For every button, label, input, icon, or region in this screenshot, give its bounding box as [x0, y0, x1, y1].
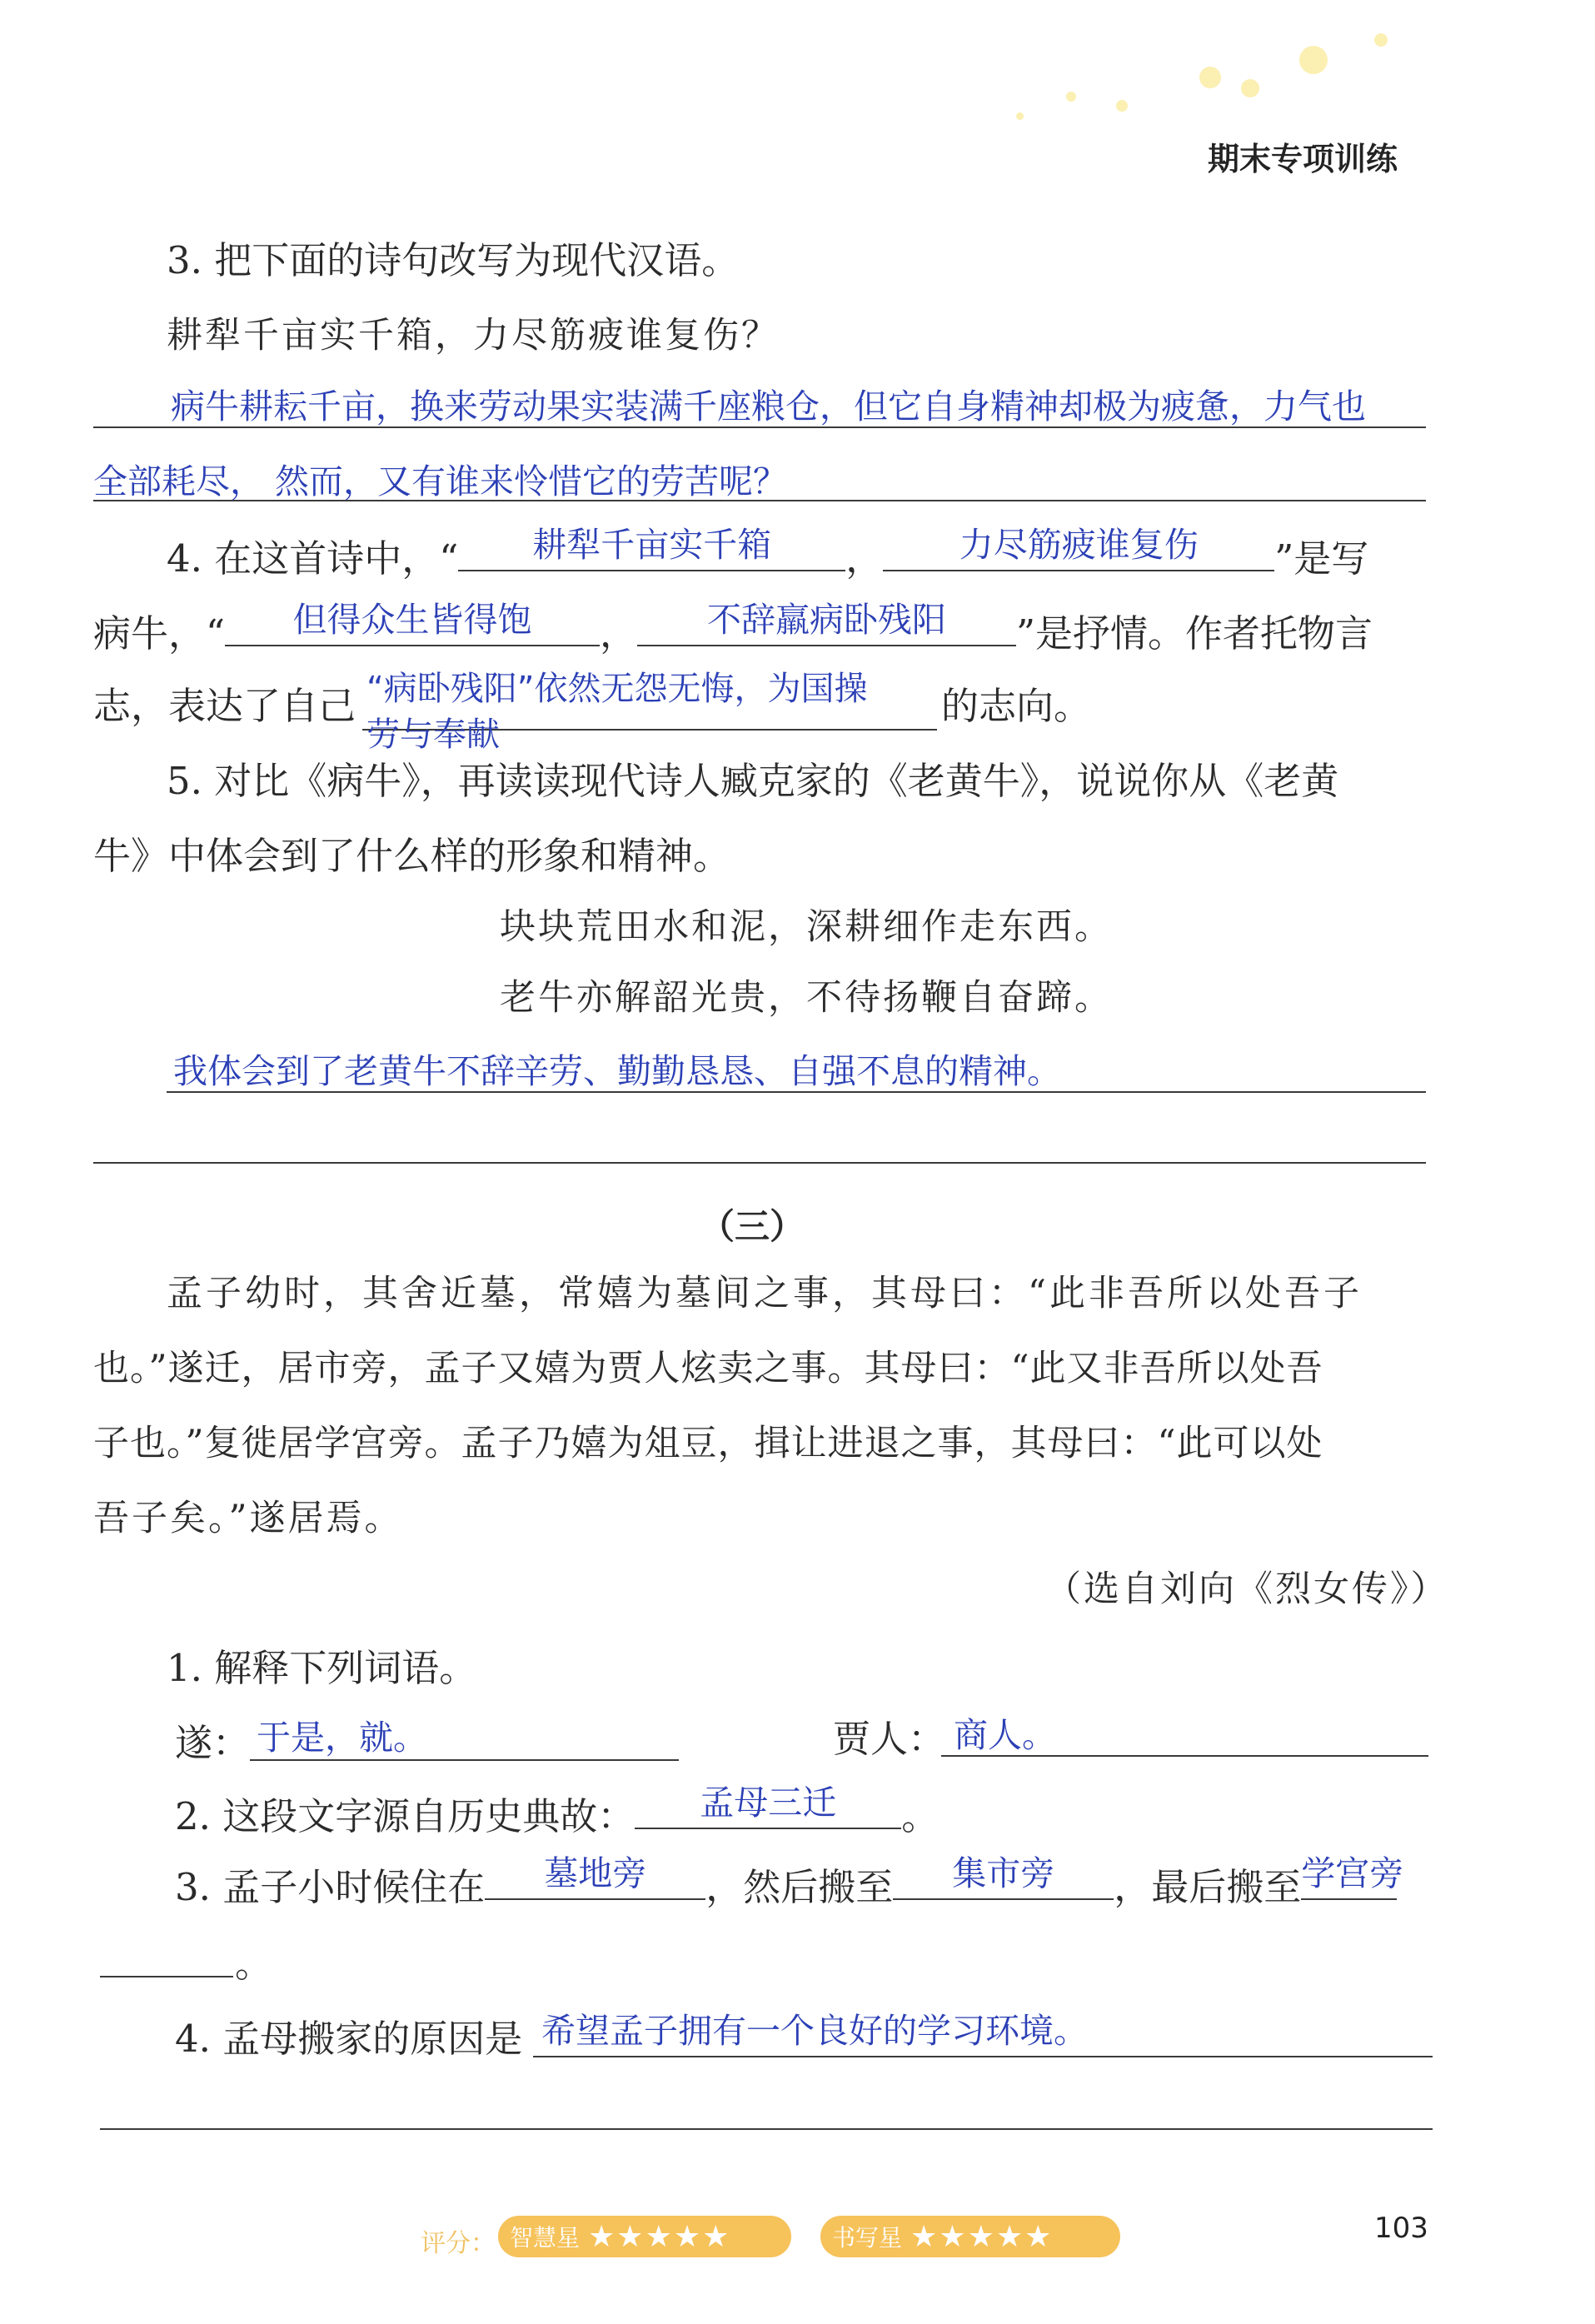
s3q1-answer-2: 商人。 [954, 1715, 1056, 1755]
q4-comma: ， [600, 611, 638, 656]
s3q3-line [175, 1853, 1404, 1911]
q4-line3-suffix: 的志向。 [941, 684, 1092, 728]
q5-prompt-line2: 牛》中体会到了什么样的形象和精神。 [93, 834, 731, 878]
s3q3-answer-3: 学宫旁 [1301, 1853, 1404, 1893]
answer-line [100, 2128, 1433, 2130]
s3q3-text: ，然后搬至 [705, 1865, 894, 1909]
q4-answer-5-line2: 劳与奉献 [366, 716, 500, 754]
s3q3-blank-3-continued[interactable] [100, 1933, 233, 1977]
s3q3-end: 。 [235, 1942, 273, 1986]
q5-poem-line1: 块块荒田水和泥，深耕细作走东西。 [500, 906, 1113, 948]
s3q1-term1: 遂： [175, 1721, 251, 1765]
wisdom-star-icons: ★★★★★ [588, 2219, 731, 2254]
q4-line2 [93, 600, 1373, 657]
s3q2-answer: 孟母三迁 [700, 1783, 837, 1823]
q4-answer-2: 力尽筋疲谁复伤 [959, 525, 1199, 565]
passage-line3: 子也。”复徙居学宫旁。孟子乃嬉为俎豆，揖让进退之事，其母曰：“此可以处 [93, 1423, 1323, 1464]
section-heading: （三） [700, 1206, 805, 1247]
answer-line [93, 1162, 1426, 1164]
s3q3-text: ，最后搬至 [1114, 1865, 1302, 1909]
s3q3-text: 3. 孟子小时候住在 [175, 1865, 486, 1909]
writing-star-label: 书写星 [832, 2224, 903, 2252]
s3q3-answer-1: 墓地旁 [544, 1853, 647, 1893]
s3q4-prompt: 4. 孟母搬家的原因是 [175, 2017, 523, 2061]
answer-line [167, 1091, 1426, 1093]
q4-answer-5-line1: “病卧残阳”依然无怨无悔，为国操 [366, 670, 868, 708]
s3q1-term2: 贾人： [833, 1717, 946, 1761]
q5-prompt-line1: 5. 对比《病牛》，再读读现代诗人臧克家的《老黄牛》，说说你从《老黄 [167, 759, 1339, 803]
s3q2-line [175, 1783, 940, 1840]
q4-blank-4[interactable] [637, 600, 1016, 646]
q5-poem-line2: 老牛亦解韶光贵，不待扬鞭自奋蹄。 [500, 977, 1113, 1019]
q4-blank-2[interactable] [883, 525, 1274, 571]
section-title: 期末专项训练 [1208, 141, 1398, 177]
q3-poem-line: 耕犁千亩实千箱，力尽筋疲谁复伤？ [167, 315, 780, 357]
q4-blank-3[interactable] [225, 600, 600, 646]
s3q1-prompt: 1. 解释下列词语。 [167, 1646, 477, 1690]
q5-answer: 我体会到了老黄牛不辞辛劳、勤勤恳恳、自强不息的精神。 [173, 1051, 1061, 1091]
wisdom-star-badge [498, 2216, 791, 2257]
s3q2-prompt: 2. 这段文字源自历史典故： [175, 1794, 636, 1838]
q4-text: 4. 在这首诗中，“ [167, 536, 459, 581]
s3q3-blank-2[interactable] [893, 1853, 1114, 1900]
passage-source: （选自刘向《烈女传》） [1045, 1568, 1449, 1610]
s3q2-end: 。 [901, 1794, 940, 1838]
q3-answer-line2: 全部耗尽， 然而，又有谁来怜惜它的劳苦呢？ [93, 461, 788, 501]
s3q2-blank[interactable] [635, 1783, 901, 1829]
q4-answer-4: 不辞羸病卧残阳 [707, 600, 947, 640]
q4-line3-prefix: 志，表达了自己 [93, 684, 356, 728]
q4-comma: ， [845, 536, 884, 581]
q4-blank-1[interactable] [458, 525, 845, 571]
s3q3-answer-2: 集市旁 [952, 1853, 1055, 1893]
writing-star-icons: ★★★★★ [910, 2219, 1054, 2254]
q3-answer-line1: 病牛耕耘千亩，换来劳动果实装满千座粮仓，但它自身精神却极为疲惫，力气也 [171, 387, 1366, 426]
s3q4-answer: 希望孟子拥有一个良好的学习环境。 [541, 2011, 1088, 2051]
q4-line1 [167, 525, 1369, 582]
passage-line1: 孟子幼时，其舍近墓，常嬉为墓间之事，其母曰：“此非吾所以处吾子 [167, 1273, 1363, 1314]
s3q3-blank-3[interactable] [1301, 1853, 1404, 1900]
passage-line2: 也。”遂迁，居市旁，孟子又嬉为贾人炫卖之事。其母曰：“此又非吾所以处吾 [93, 1348, 1323, 1389]
q4-answer-1: 耕犁千亩实千箱 [532, 525, 772, 565]
q3-prompt: 3. 把下面的诗句改写为现代汉语。 [167, 238, 740, 282]
wisdom-star-label: 智慧星 [510, 2224, 581, 2252]
passage-line4: 吾子矣。”遂居焉。 [93, 1498, 403, 1539]
q4-text: 病牛，“ [93, 611, 226, 656]
score-label: 评分： [421, 2229, 496, 2258]
writing-star-badge [820, 2216, 1120, 2257]
q4-text: ”是写 [1274, 536, 1369, 581]
s3q1-answer-1: 于是，就。 [257, 1718, 427, 1758]
s3q3-blank-1[interactable] [485, 1853, 705, 1900]
answer-line [93, 426, 1426, 428]
q4-answer-3: 但得众生皆得饱 [292, 600, 532, 640]
page-number: 103 [1374, 2212, 1428, 2245]
q4-text: ”是抒情。作者托物言 [1016, 611, 1373, 656]
answer-line [93, 500, 1426, 501]
